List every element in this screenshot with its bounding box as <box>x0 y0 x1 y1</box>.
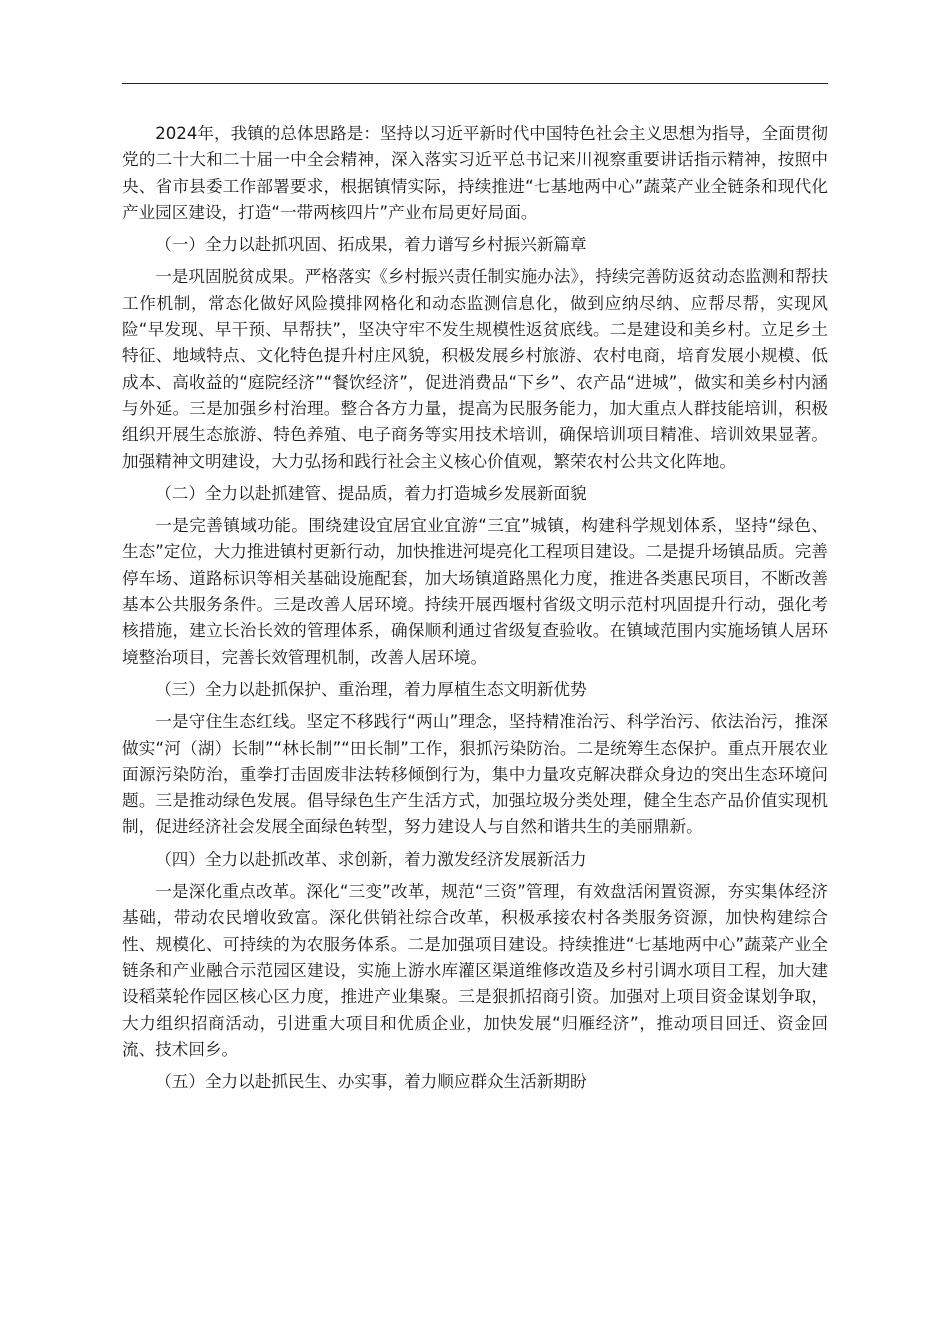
section-2-heading: （二）全力以赴抓建管、提品质，着力打造城乡发展新面貌 <box>155 483 587 503</box>
section-1-body: 一是巩固脱贫成果。严格落实《乡村振兴责任制实施办法》，持续完善防返贫动态监测和帮扶工作机制，常态化做好风险摸排网格化和动态监测信息化，做到应纳尽纳、应帮尽帮，实现风险“早发现、早干预、早帮扶”，坚决守牢不发生规模性返贫底线。二是建设和美乡村。立足乡土特征、地域特点、文化特色提升村庄风貌，积极发展乡村旅游、农村电商，培育发展小规模、低成本、高收益的“庭院经济”“餐饮经济”，促进消费品“下乡”、农产品“进城”，做实和美乡村内涵与外延。三是加强乡村治理。整合各方力量，提高为民服务能力，加大重点人群技能培训，积极组织开展生态旅游、特色养殖、电子商务等实用技术培训，确保培训项目精准、培训效果显著。加强精神文明建设，大力弘扬和践行社会主义核心价值观，繁荣农村公共文化阵地。 <box>122 267 828 471</box>
section-1-heading: （一）全力以赴抓巩固、拓成果，着力谱写乡村振兴新篇章 <box>155 235 587 255</box>
section-3-heading: （三）全力以赴抓保护、重治理，着力厚植生态文明新优势 <box>155 679 587 699</box>
intro-paragraph: 2024年，我镇的总体思路是：坚持以习近平新时代中国特色社会主义思想为指导，全面贯彻党的二十大和二十届一中全会精神，深入落实习近平总书记来川视察重要讲话指示精神，按照中央、省市县委工作部署要求，根据镇情实际，持续推进“七基地两中心”蔬菜产业全链条和现代化产业园区建设，打造“一带两核四片”产业布局更好局面。 <box>122 124 828 222</box>
document-body <box>122 121 828 1101</box>
section-2-body: 一是完善镇域功能。围绕建设宜居宜业宜游“三宜”城镇，构建科学规划体系，坚持“绿色、生态”定位，大力推进镇村更新行动，加快推进河堤亮化工程项目建设。二是提升场镇品质。完善停车场、道路标识等相关基础设施配套，加大场镇道路黑化力度，推进各类惠民项目，不断改善基本公共服务条件。三是改善人居环境。持续开展西堰村省级文明示范村巩固提升行动，强化考核措施，建立长治长效的管理体系，确保顺利通过省级复查验收。在镇域范围内实施场镇人居环境整治项目，完善长效管理机制，改善人居环境。 <box>122 516 828 667</box>
section-4-body: 一是深化重点改革。深化“三变”改革，规范“三资”管理，有效盘活闲置资源，夯实集体经济基础，带动农民增收致富。深化供销社综合改革，积极承接农村各类服务资源，加快构建综合性、规模化、可持续的为农服务体系。二是加强项目建设。持续推进“七基地两中心”蔬菜产业全链条和产业融合示范园区建设，实施上游水库灌区渠道维修改造及乡村引调水项目工程，加大建设稻菜轮作园区核心区力度，推进产业集聚。三是狠抓招商引资。加强对上项目资金谋划争取，大力组织招商活动，引进重大项目和优质企业，加快发展“归雁经济”，推动项目回迁、资金回流、技术回乡。 <box>122 882 828 1059</box>
header-rule <box>122 83 828 84</box>
section-5-heading: （五）全力以赴抓民生、办实事，着力顺应群众生活新期盼 <box>155 1072 587 1092</box>
section-4-heading: （四）全力以赴抓改革、求创新，着力激发经济发展新活力 <box>155 849 587 869</box>
section-3-body: 一是守住生态红线。坚定不移践行“两山”理念，坚持精准治污、科学治污、依法治污，推深做实“河（湖）长制”“林长制”“田长制”工作，狠抓污染防治。二是统筹生态保护。重点开展农业面源污染防治，重拳打击固废非法转移倾倒行为，集中力量攻克解决群众身边的突出生态环境问题。三是推动绿色发展。倡导绿色生产生活方式，加强垃圾分类处理，健全生态产品价值实现机制，促进经济社会发展全面绿色转型，努力建设人与自然和谐共生的美丽鼎新。 <box>122 712 828 837</box>
